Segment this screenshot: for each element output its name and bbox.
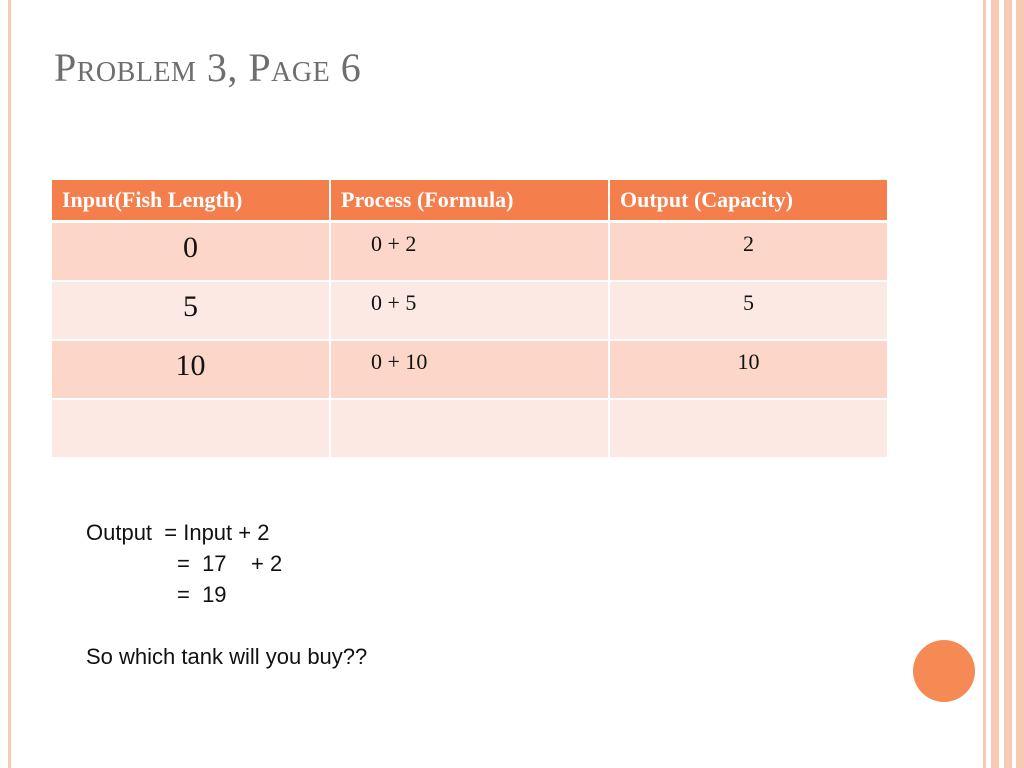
output-cell: 2 xyxy=(609,222,887,282)
table-row-empty xyxy=(52,399,887,458)
input-cell: 10 xyxy=(52,340,330,399)
output-cell xyxy=(609,399,887,458)
left-border-line xyxy=(8,0,11,768)
input-cell: 0 xyxy=(52,222,330,282)
table-row xyxy=(52,340,887,399)
calc-line-3: = 19 xyxy=(177,582,227,607)
process-cell xyxy=(330,399,609,458)
decorative-circle xyxy=(913,640,975,702)
process-cell: 0 + 10 xyxy=(330,340,609,399)
header-input: Input(Fish Length) xyxy=(52,180,330,222)
calc-line-1: Output = Input + 2 xyxy=(86,520,270,545)
question-text: So which tank will you buy?? xyxy=(86,644,368,669)
output-cell: 5 xyxy=(609,281,887,340)
table-header-row xyxy=(52,180,887,222)
table-row xyxy=(52,281,887,340)
right-decorative-stripes xyxy=(976,0,1024,768)
calc-line-2: = 17 + 2 xyxy=(177,551,283,576)
process-cell: 0 + 2 xyxy=(330,222,609,282)
header-process: Process (Formula) xyxy=(330,180,609,222)
input-cell xyxy=(52,399,330,458)
output-cell: 10 xyxy=(609,340,887,399)
process-cell: 0 + 5 xyxy=(330,281,609,340)
slide-title: Problem 3, Page 6 xyxy=(54,45,362,90)
table-row xyxy=(52,222,887,282)
fish-tank-table xyxy=(52,180,887,459)
header-output: Output (Capacity) xyxy=(609,180,887,222)
input-cell: 5 xyxy=(52,281,330,340)
